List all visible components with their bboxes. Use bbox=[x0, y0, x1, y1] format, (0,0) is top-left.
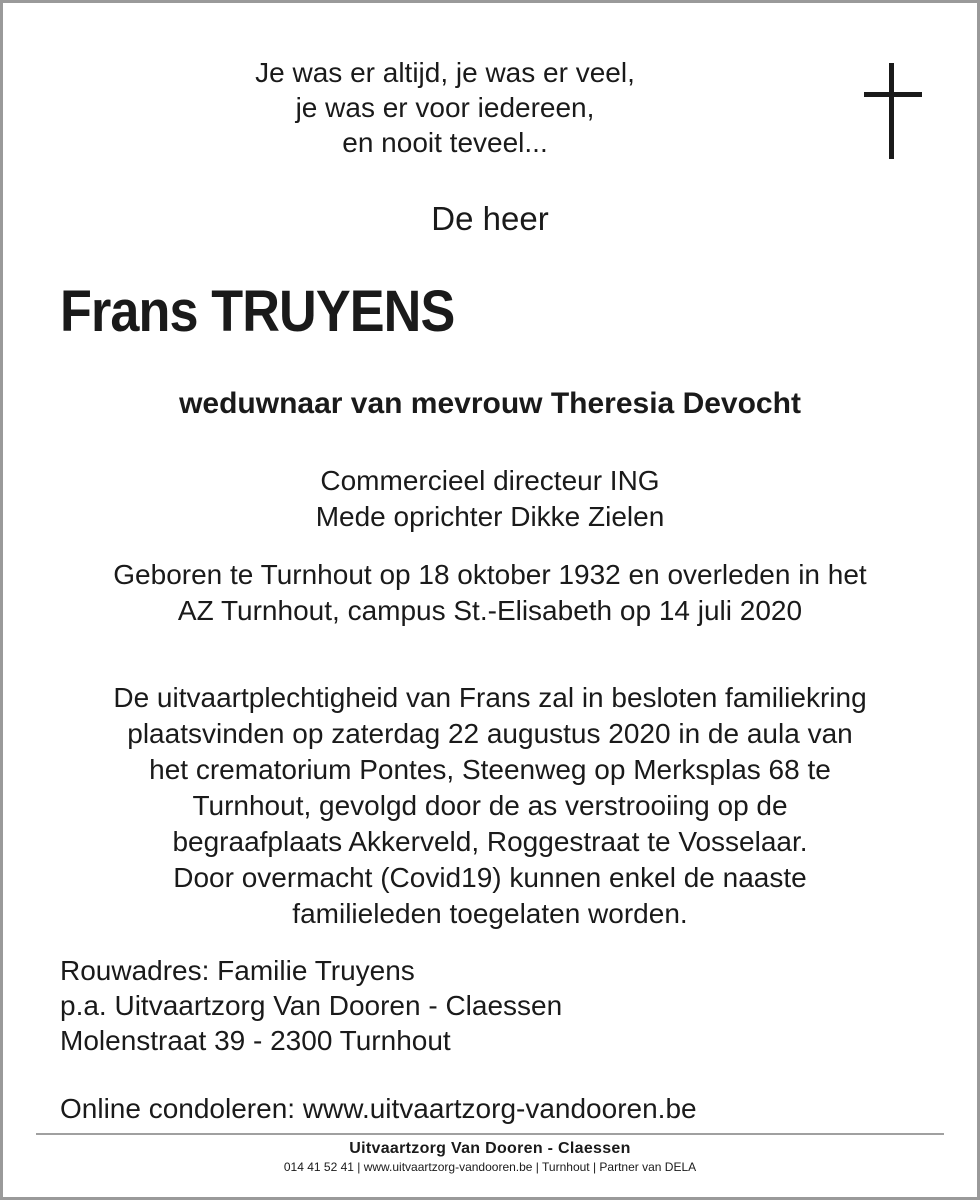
ceremony-line: familieleden toegelaten worden. bbox=[292, 898, 688, 929]
widow-line: weduwnaar van mevrouw Theresia Devocht bbox=[179, 387, 801, 420]
address-line: Rouwadres: Familie Truyens bbox=[60, 955, 415, 986]
cross-icon bbox=[864, 63, 922, 159]
birth-death-line: Geboren te Turnhout op 18 oktober 1932 en overleden in het bbox=[113, 559, 867, 590]
role-line: Commercieel directeur ING bbox=[320, 465, 660, 496]
role-line: Mede oprichter Dikke Zielen bbox=[315, 501, 665, 532]
honorific: De heer bbox=[431, 200, 549, 237]
address-line: p.a. Uitvaartzorg Van Dooren - Claessen bbox=[60, 990, 563, 1021]
birth-death bbox=[0, 557, 980, 629]
poem-line: Je was er altijd, je was er veel, bbox=[255, 57, 635, 88]
mourning-address bbox=[60, 953, 562, 1058]
online-condolence: Online condoleren: www.uitvaartzorg-vandooren.be bbox=[60, 1093, 697, 1124]
ceremony-line: De uitvaartplechtigheid van Frans zal in besloten familiekring bbox=[113, 682, 867, 713]
roles bbox=[0, 463, 980, 535]
deceased-name: Frans TRUYENS bbox=[60, 279, 455, 344]
ceremony-line: Turnhout, gevolgd door de as verstrooiing op de bbox=[192, 790, 788, 821]
address-line: Molenstraat 39 - 2300 Turnhout bbox=[60, 1025, 451, 1056]
poem-line: je was er voor iedereen, bbox=[295, 92, 595, 123]
ceremony-line: begraafplaats Akkerveld, Roggestraat te Vosselaar. bbox=[172, 826, 808, 857]
footer-info: 014 41 52 41 | www.uitvaartzorg-vandooren.be | Turnhout | Partner van DELA bbox=[283, 1160, 697, 1174]
poem-line: en nooit teveel... bbox=[342, 127, 548, 158]
birth-death-line: AZ Turnhout, campus St.-Elisabeth op 14 juli 2020 bbox=[177, 595, 803, 626]
ceremony-line: plaatsvinden op zaterdag 22 augustus 2020 in de aula van bbox=[127, 718, 853, 749]
footer-company: Uitvaartzorg Van Dooren - Claessen bbox=[349, 1140, 631, 1157]
ceremony-line: het crematorium Pontes, Steenweg op Merksplas 68 te bbox=[149, 754, 831, 785]
ceremony-text bbox=[0, 680, 980, 932]
ceremony-line: Door overmacht (Covid19) kunnen enkel de naaste bbox=[173, 862, 807, 893]
footer-divider bbox=[36, 1133, 944, 1135]
poem bbox=[0, 55, 890, 160]
